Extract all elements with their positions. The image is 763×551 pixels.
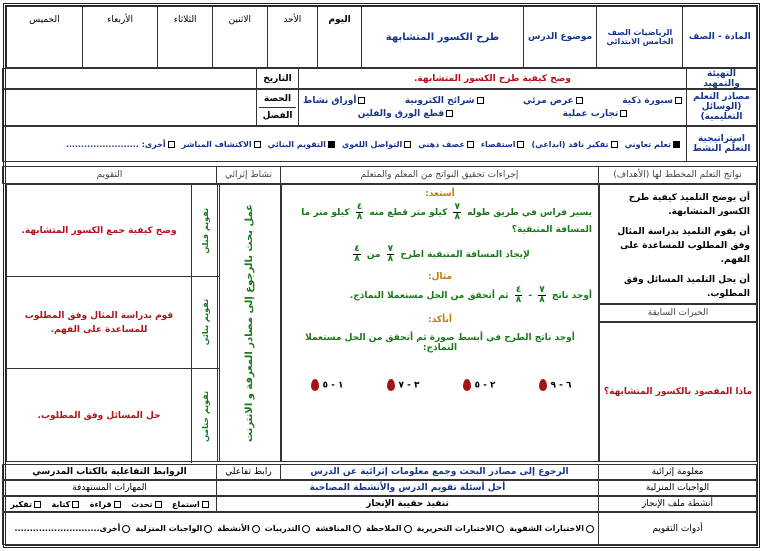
skill-reading[interactable]: قراءة	[90, 500, 121, 509]
resource-smartboard[interactable]: سبورة ذكية	[622, 96, 682, 106]
strategy-formative[interactable]: التقويم البنائي	[268, 140, 335, 149]
bullet-drop-icon	[387, 379, 395, 391]
skill-writing[interactable]: كتابة	[51, 500, 79, 509]
portfolio-label: أنشطة ملف الإنجاز	[599, 497, 757, 512]
checkbox-icon	[675, 97, 682, 104]
outcome-3: أن يحل التلميذ المسائل وفق المطلوب.	[624, 275, 750, 299]
radio-icon	[302, 525, 310, 533]
example-heading: مثال:	[427, 272, 453, 282]
fraction: $\frac{٤}{٨}$	[354, 244, 360, 264]
checkbox-icon	[517, 141, 524, 148]
checkbox-icon	[168, 141, 175, 148]
day-sunday: الأحد	[267, 7, 317, 68]
date-value	[3, 69, 257, 90]
tool-observation[interactable]: الملاحظة	[366, 524, 412, 533]
checkbox-icon	[114, 501, 121, 508]
radio-icon	[122, 525, 130, 533]
resource-worksheets[interactable]: أوراق نشاط	[303, 96, 365, 106]
columns-header	[6, 166, 757, 184]
footer-row-3	[6, 496, 757, 512]
footer-row-4	[6, 512, 757, 545]
strategy-row	[6, 126, 757, 162]
checkbox-checked-icon	[673, 141, 680, 148]
outcome-2: أن يقوم التلميذ بدراسة المثال وفق المطلوب للمساعدة على الفهم.	[617, 227, 750, 265]
tools-list	[3, 513, 599, 545]
activity-box	[217, 184, 281, 462]
outcome-1: أن يوضح التلميذ كيفية طرح الكسور المتشابهة.	[628, 193, 750, 217]
resources-label: مصادر التعلم (الوسائل التعليمية)	[687, 89, 757, 126]
evaluation-box	[6, 184, 220, 462]
checkbox-icon	[34, 501, 41, 508]
col-activity: نشاط إثرائي	[217, 167, 281, 184]
fraction: $\frac{٧}{٨}$	[539, 285, 545, 305]
tool-discussion[interactable]: المناقشة	[315, 524, 361, 533]
checkbox-icon	[202, 501, 209, 508]
strategy-communication[interactable]: التواصل اللغوي	[342, 140, 411, 149]
check-text: أوجد ناتج الطرح في أبسط صورة ثم أتحقق من الحل مستعملا النماذج:	[305, 333, 575, 353]
footer-row-2	[6, 480, 757, 496]
day-monday: الاثنين	[212, 7, 267, 68]
tool-activities[interactable]: الأنشطة	[217, 524, 260, 533]
radio-icon	[204, 525, 212, 533]
tool-homework[interactable]: الواجبات المنزلية	[135, 524, 212, 533]
fraction: $\frac{٤}{٨}$	[515, 285, 522, 305]
radio-icon	[586, 525, 594, 533]
eval-item-1: وضح كيفية جمع الكسور المتشابهة.	[21, 225, 177, 236]
checkbox-icon	[467, 141, 474, 148]
topic-label: موضوع الدرس	[523, 7, 597, 68]
exercise-item: ٦ - ٩	[536, 379, 571, 391]
eval-label-1: تقويم قبلي	[191, 185, 219, 277]
period-class-labels	[257, 89, 299, 126]
portfolio-text: تنفيذ حقيبة الإنجاز	[217, 497, 599, 512]
strategy-critical[interactable]: تفكير ناقد (ابداعي)	[531, 140, 617, 149]
strategy-other[interactable]: أخرى: ........................	[66, 140, 175, 149]
strategy-inquiry[interactable]: استقصاء	[481, 140, 525, 149]
col-procedures: إجراءات تحقيق النواتج من المعلم والمتعلم	[281, 167, 599, 184]
info-text: الرجوع إلى مصادر البحث وجمع معلومات إثرائية عن الدرس	[281, 465, 599, 480]
day-thursday: الخميس	[7, 7, 83, 68]
resource-paper-cork[interactable]: قطع الورق والفلين	[358, 109, 453, 119]
header-row	[6, 6, 757, 68]
eval-item-2-cell	[7, 277, 191, 369]
eval-item-3-cell	[7, 369, 191, 463]
eval-item-1-cell	[7, 185, 191, 277]
warmup-row	[6, 68, 757, 88]
day-wednesday: الأربعاء	[82, 7, 158, 68]
checkbox-icon	[155, 501, 162, 508]
footer-row-1	[6, 464, 757, 480]
period-label: الحصة	[263, 93, 292, 104]
date-label: التاريخ	[257, 69, 299, 90]
radio-icon	[353, 525, 361, 533]
example-text: أوجد ناتج $\frac{٧}{٨}$ - $\frac{٤}{٨}$ ثم أتحقق من الحل مستعملا النماذج.	[349, 285, 592, 305]
checkbox-icon	[72, 501, 79, 508]
checkbox-icon	[576, 97, 583, 104]
subject-label: المادة - الصف	[683, 7, 757, 68]
checkbox-icon	[404, 141, 411, 148]
link-label: رابط تفاعلي	[217, 465, 281, 480]
fraction: $\frac{٧}{٨}$	[387, 244, 394, 264]
tool-exercises[interactable]: التدريبات	[265, 524, 311, 533]
skills-list	[3, 497, 217, 512]
eval-item-3: حل المسائل وفق المطلوب.	[37, 411, 161, 421]
radio-icon	[252, 525, 260, 533]
checkbox-icon	[620, 110, 627, 117]
period-class-values	[3, 89, 257, 126]
skill-listening[interactable]: استماع	[172, 500, 209, 509]
radio-icon	[496, 525, 504, 533]
exercise-list	[288, 379, 592, 391]
bullet-drop-icon	[311, 379, 319, 391]
col-outcomes: نواتج التعلم المخطط لها (الأهداف)	[599, 167, 757, 184]
link-text[interactable]: الروابط التفاعلية بالكتاب المدرسي	[3, 465, 217, 480]
class-label: الفصل	[259, 107, 296, 121]
ready-problem: يسير فراس في طريق طوله $\frac{٧}{٨}$ كيلو متر قطع منه $\frac{٤}{٨}$ كيلو متر ما المسافة المتبقية؟	[301, 202, 592, 235]
lesson-plan-sheet	[3, 3, 760, 548]
strategy-list	[3, 127, 687, 162]
ready-heading: أستعد:	[425, 189, 455, 199]
exercise-item: ١ - ٥	[308, 379, 343, 391]
strategy-brainstorm[interactable]: عصف ذهني	[418, 140, 474, 149]
prior-label: الخبرات السابقة	[599, 304, 757, 322]
radio-icon	[404, 525, 412, 533]
warmup-label: التهيئة والتمهيد	[687, 69, 757, 90]
procedures-box	[281, 184, 599, 462]
prior-text: ماذا المقصود بالكسور المتشابهة؟	[603, 387, 753, 397]
info-label: معلومة إثرائية	[599, 465, 757, 480]
strategy-label: استراتيجية التعلّم النشط	[687, 127, 757, 162]
eval-item-2: قوم بدراسة المثال وفق المطلوب للمساعدة على الفهم.	[24, 310, 174, 335]
col-evaluation: التقويم	[3, 167, 217, 184]
skill-thinking[interactable]: تفكير	[10, 500, 41, 509]
bullet-drop-icon	[539, 379, 547, 391]
topic-value: طرح الكسور المتشابهة	[362, 7, 524, 68]
exercise-item: ٢ - ٥	[460, 379, 495, 391]
warmup-text: وضح كيفية طرح الكسور المتشابهة.	[299, 69, 687, 90]
ready-hint: لإيجاد المسافة المتبقية اطرح $\frac{٧}{٨}$ من $\frac{٤}{٨}$	[354, 244, 530, 264]
tool-oral[interactable]: الاختبارات الشفوية	[509, 524, 594, 533]
homework-text: أحل أسئلة تقويم الدرس والأنشطة المصاحبة	[217, 481, 599, 496]
outcomes-box	[599, 184, 757, 304]
check-heading: أتأكد:	[428, 315, 452, 325]
checkbox-icon	[358, 97, 365, 104]
tool-other[interactable]: أخرى............................	[15, 524, 131, 533]
skill-speaking[interactable]: تحدث	[131, 500, 161, 509]
subject-value: الرياضيات الصف الخامس الابتدائي	[597, 7, 683, 68]
checkbox-icon	[254, 141, 261, 148]
strategy-cooperative[interactable]: تعلم تعاوني	[625, 140, 680, 149]
fraction: $\frac{٧}{٨}$	[454, 202, 460, 222]
resources-list	[299, 89, 687, 126]
fraction: $\frac{٤}{٨}$	[356, 202, 363, 222]
skills-label: المهارات المستهدفة	[3, 481, 217, 496]
homework-label: الواجبات المنزلية	[599, 481, 757, 496]
resource-experiments[interactable]: تجارب عملية	[563, 109, 628, 119]
eval-label-2: تقويم بنائي	[191, 277, 219, 369]
tools-label: أدوات التقويم	[599, 513, 757, 545]
checkbox-checked-icon	[328, 141, 335, 148]
bullet-drop-icon	[463, 379, 471, 391]
tool-written[interactable]: الاختبارات التحريرية	[417, 524, 505, 533]
activity-text: عمل بحث بالرجوع إلى مصادر المعرفة و الانترنت	[243, 203, 255, 442]
checkbox-icon	[446, 110, 453, 117]
day-tuesday: الثلاثاء	[158, 7, 213, 68]
strategy-discovery[interactable]: الاكتشاف المباشر	[182, 140, 261, 149]
day-label: اليوم	[317, 7, 361, 68]
resources-row	[6, 88, 757, 126]
resource-slides[interactable]: شرائح الكترونية	[405, 96, 484, 106]
checkbox-icon	[611, 141, 618, 148]
checkbox-icon	[477, 97, 484, 104]
eval-label-3: تقويم ختامي	[191, 369, 219, 463]
prior-box	[599, 322, 757, 462]
resource-video[interactable]: عرض مرئي	[523, 96, 583, 106]
exercise-item: ٣ - ٧	[384, 379, 419, 391]
